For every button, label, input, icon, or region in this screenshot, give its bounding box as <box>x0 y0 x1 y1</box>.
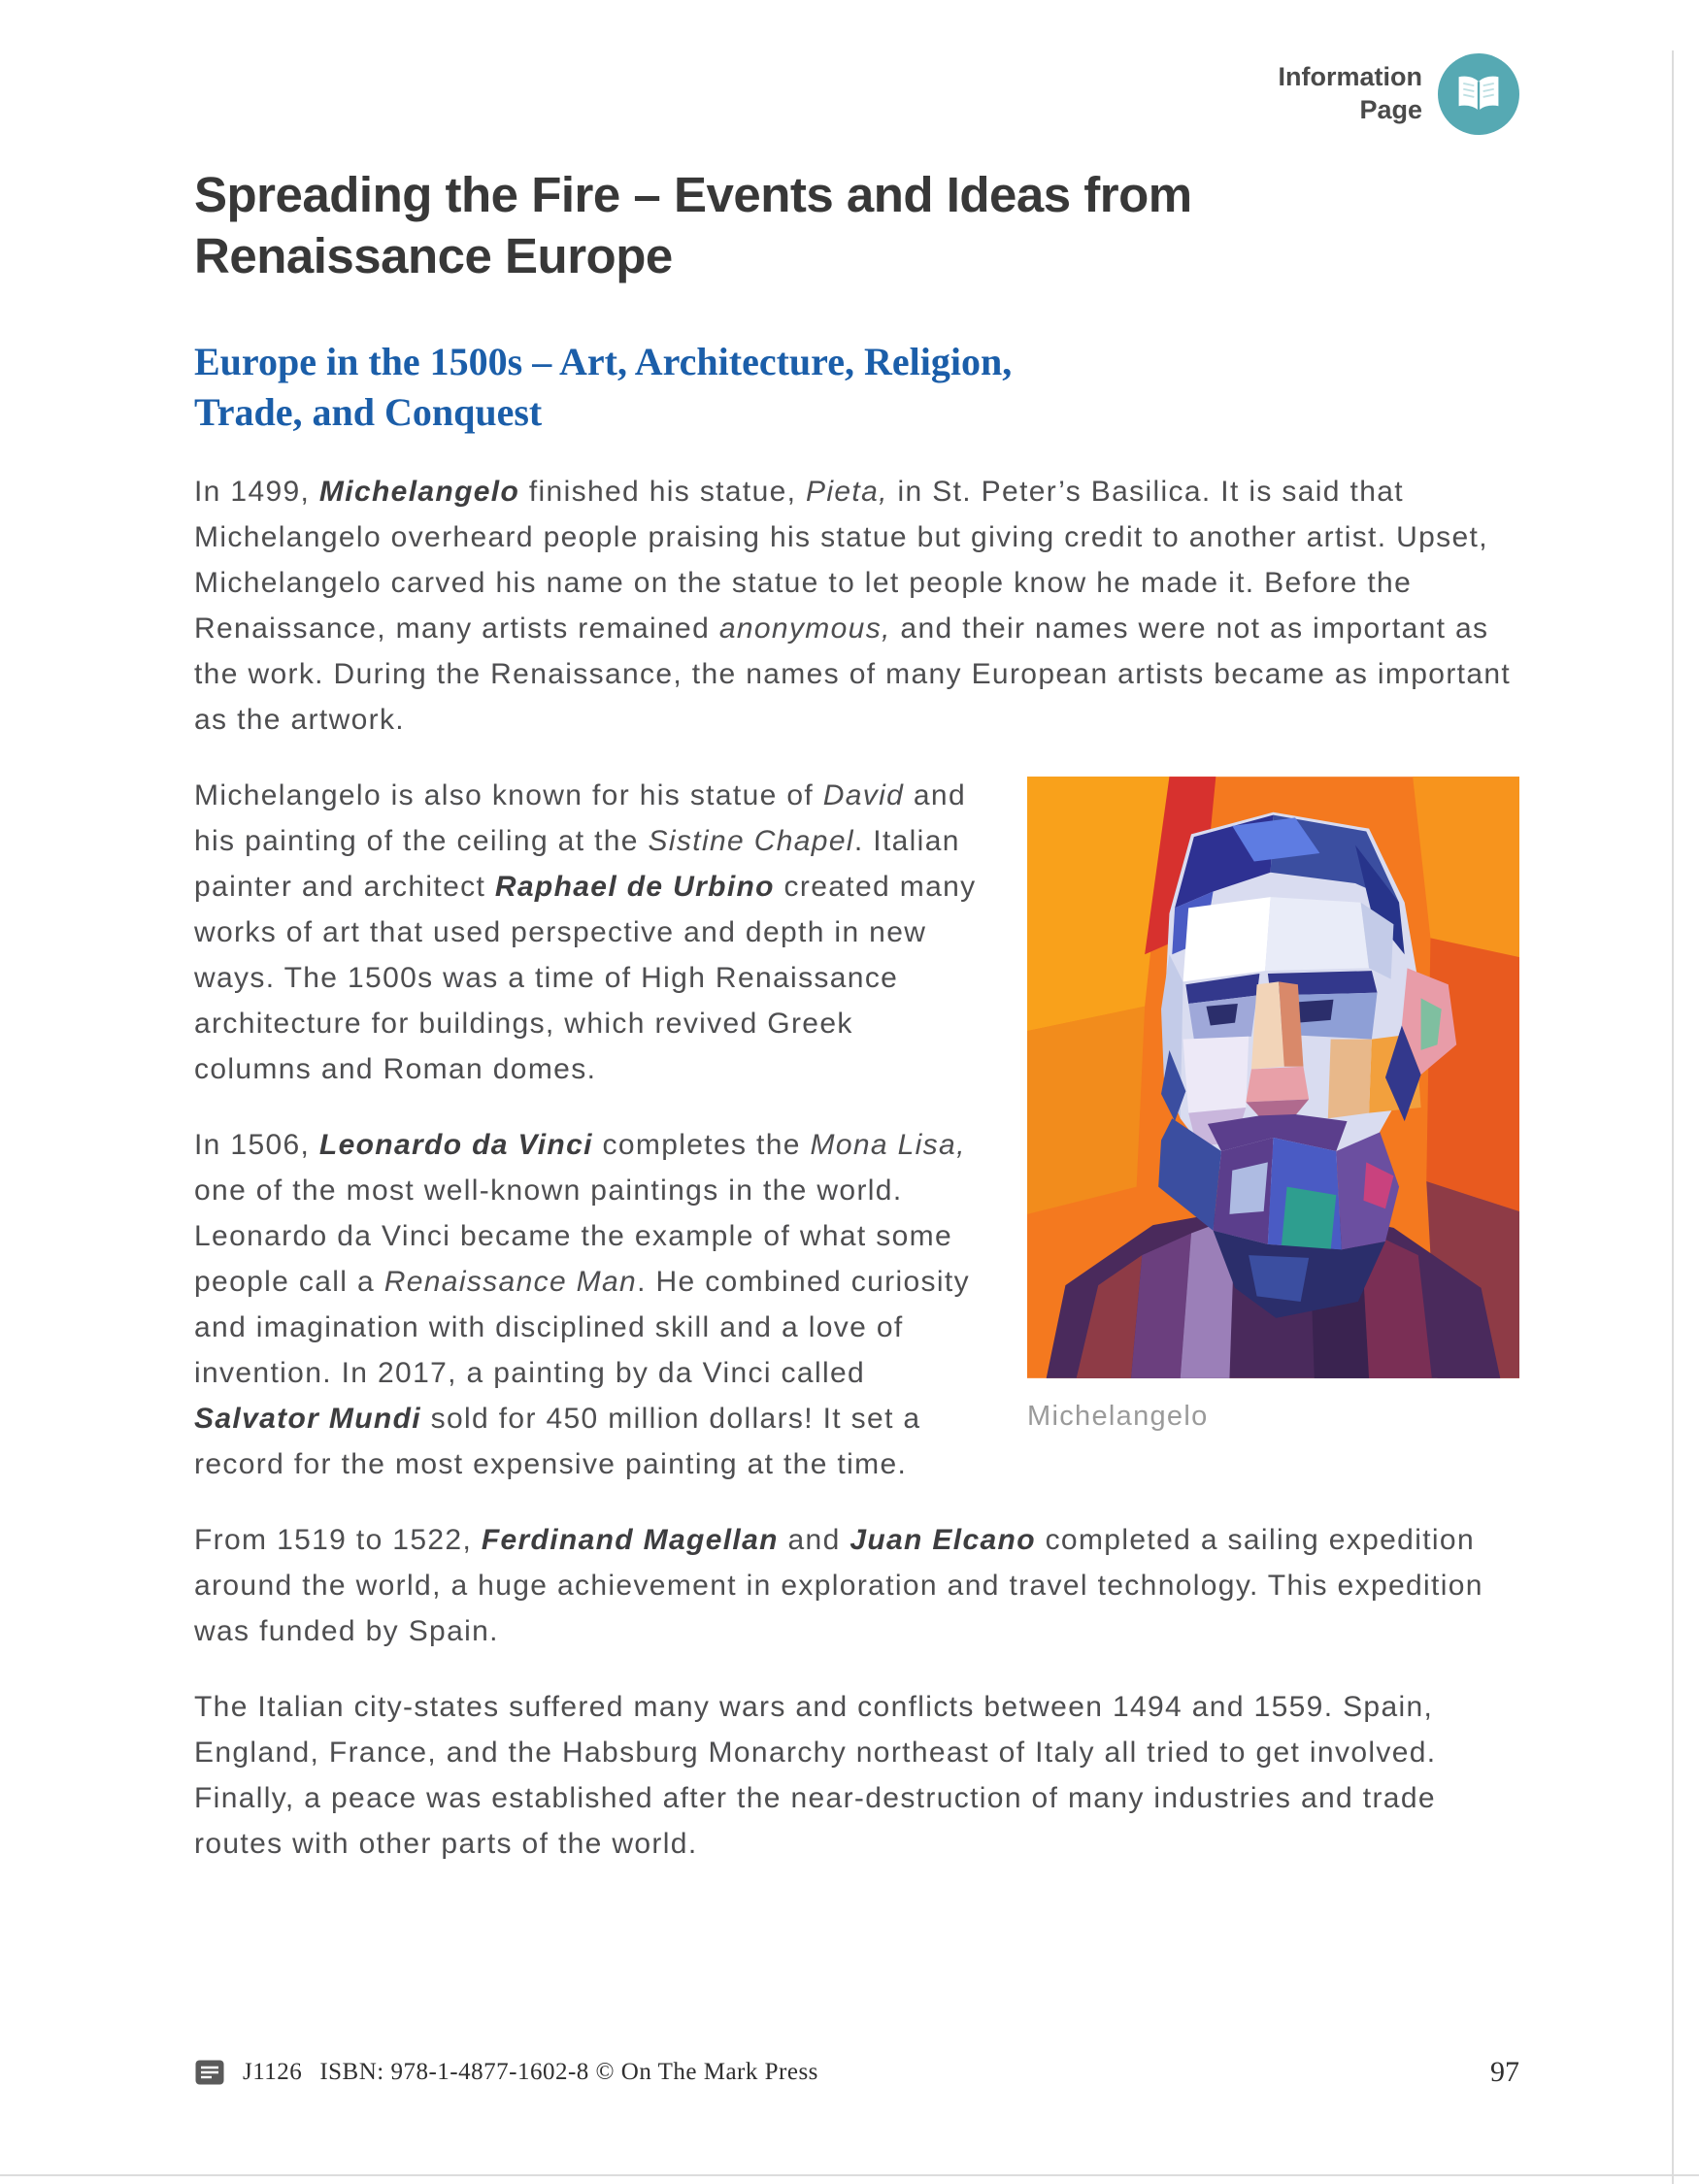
text-segment: and their names were not as important as the work. During the Renaissance, the names of many European artists became as important as the artwork. <box>194 612 1512 737</box>
text-segment: completes the <box>592 1129 811 1162</box>
open-book-icon <box>1438 53 1519 135</box>
text-segment: From 1519 to 1522, <box>194 1524 482 1557</box>
section-heading <box>194 337 1519 438</box>
text-segment: . Italian painter and architect <box>194 825 960 904</box>
page-edge-line-horizontal <box>0 2174 1699 2176</box>
text-segment: Michelangelo <box>318 476 520 509</box>
portrait-caption: Michelangelo <box>1027 1401 1209 1433</box>
text-segment: in St. Peter’s Basilica. It is said that Michelangelo overheard people praising his statue but giving credit to another artist. Upset, Michelangelo carved his name on the statue to let people know he made it. Before the Renaissance, many artists remained <box>194 476 1488 645</box>
page-edge-line-vertical <box>1672 50 1674 2184</box>
page-title-line2: Renaissance Europe <box>194 228 673 284</box>
footer-publisher-info <box>194 2059 818 2086</box>
page-title <box>194 164 1519 286</box>
text-segment: Leonardo da Vinci <box>318 1129 593 1162</box>
text-segment: Juan Elcano <box>850 1524 1036 1557</box>
text-segment: The Italian city-states suffered many wars and conflicts between 1494 and 1559. Spain, England, France, and the Habsburg Monarchy northeast of Italy all tried to get involved. Finally, a peace was established after the near-destruction of many industries and trade routes with other parts of the world. <box>194 1691 1437 1861</box>
text-segment: one of the most well-known paintings in the world. Leonardo da Vinci became the example of what some people call a <box>194 1175 953 1299</box>
text-segment: Mona Lisa, <box>810 1129 966 1162</box>
text-segment: Sistine Chapel <box>648 825 854 858</box>
michelangelo-portrait-figure <box>1027 777 1519 1439</box>
footer-product-code: J1126 <box>243 2059 303 2085</box>
content-area <box>194 0 1519 1897</box>
info-page-badge <box>194 0 1519 135</box>
page-number: 97 <box>1490 2056 1519 2088</box>
michelangelo-portrait-image <box>1027 777 1519 1378</box>
text-segment: In 1499, <box>194 476 319 509</box>
paragraph-michelangelo-pieta <box>194 469 1519 743</box>
article-body <box>194 469 1519 1867</box>
paragraph-magellan <box>194 1517 1519 1654</box>
text-segment: In 1506, <box>194 1129 319 1162</box>
text-segment: and his painting of the ceiling at the <box>194 779 966 858</box>
text-segment: anonymous, <box>718 612 891 645</box>
text-segment: sold for 450 million dollars! It set a record for the most expensive painting at the time. <box>194 1403 921 1481</box>
text-segment: Raphael de Urbino <box>494 871 775 904</box>
page-title-line1: Spreading the Fire – Events and Ideas from <box>194 167 1192 222</box>
text-segment: Ferdinand Magellan <box>481 1524 779 1557</box>
section-heading-line1: Europe in the 1500s – Art, Architecture, Religion, <box>194 340 1013 384</box>
info-page-label-line2: Page <box>1359 95 1422 124</box>
paragraph-city-states <box>194 1684 1519 1867</box>
text-segment: completed a sailing expedition around the world, a huge achievement in exploration and travel technology. This expedition was funded by Spain. <box>194 1524 1483 1648</box>
info-page-label-line1: Information <box>1278 62 1422 92</box>
info-page-label <box>1279 61 1423 127</box>
text-segment: finished his statue, <box>519 476 807 509</box>
text-segment: David <box>822 779 905 812</box>
section-heading-line2: Trade, and Conquest <box>194 390 543 435</box>
page-footer <box>194 2056 1519 2089</box>
text-segment: Salvator Mundi <box>194 1403 421 1436</box>
text-segment: Pieta, <box>806 476 888 509</box>
footer-isbn: ISBN: 978-1-4877-1602-8 © On The Mark Press <box>319 2059 818 2085</box>
publisher-logo-icon <box>194 2059 225 2086</box>
text-segment: . He combined curiosity and imagination with disciplined skill and a love of invention. In 2017, a painting by da Vinci called <box>194 1266 970 1390</box>
text-segment: and <box>778 1524 850 1557</box>
text-segment: Renaissance Man <box>383 1266 638 1299</box>
text-segment: Michelangelo is also known for his statue of <box>194 779 823 812</box>
text-segment: created many works of art that used perspective and depth in new ways. The 1500s was a time of High Renaissance architecture for buildings, which revived Greek columns and Roman domes. <box>194 871 977 1086</box>
